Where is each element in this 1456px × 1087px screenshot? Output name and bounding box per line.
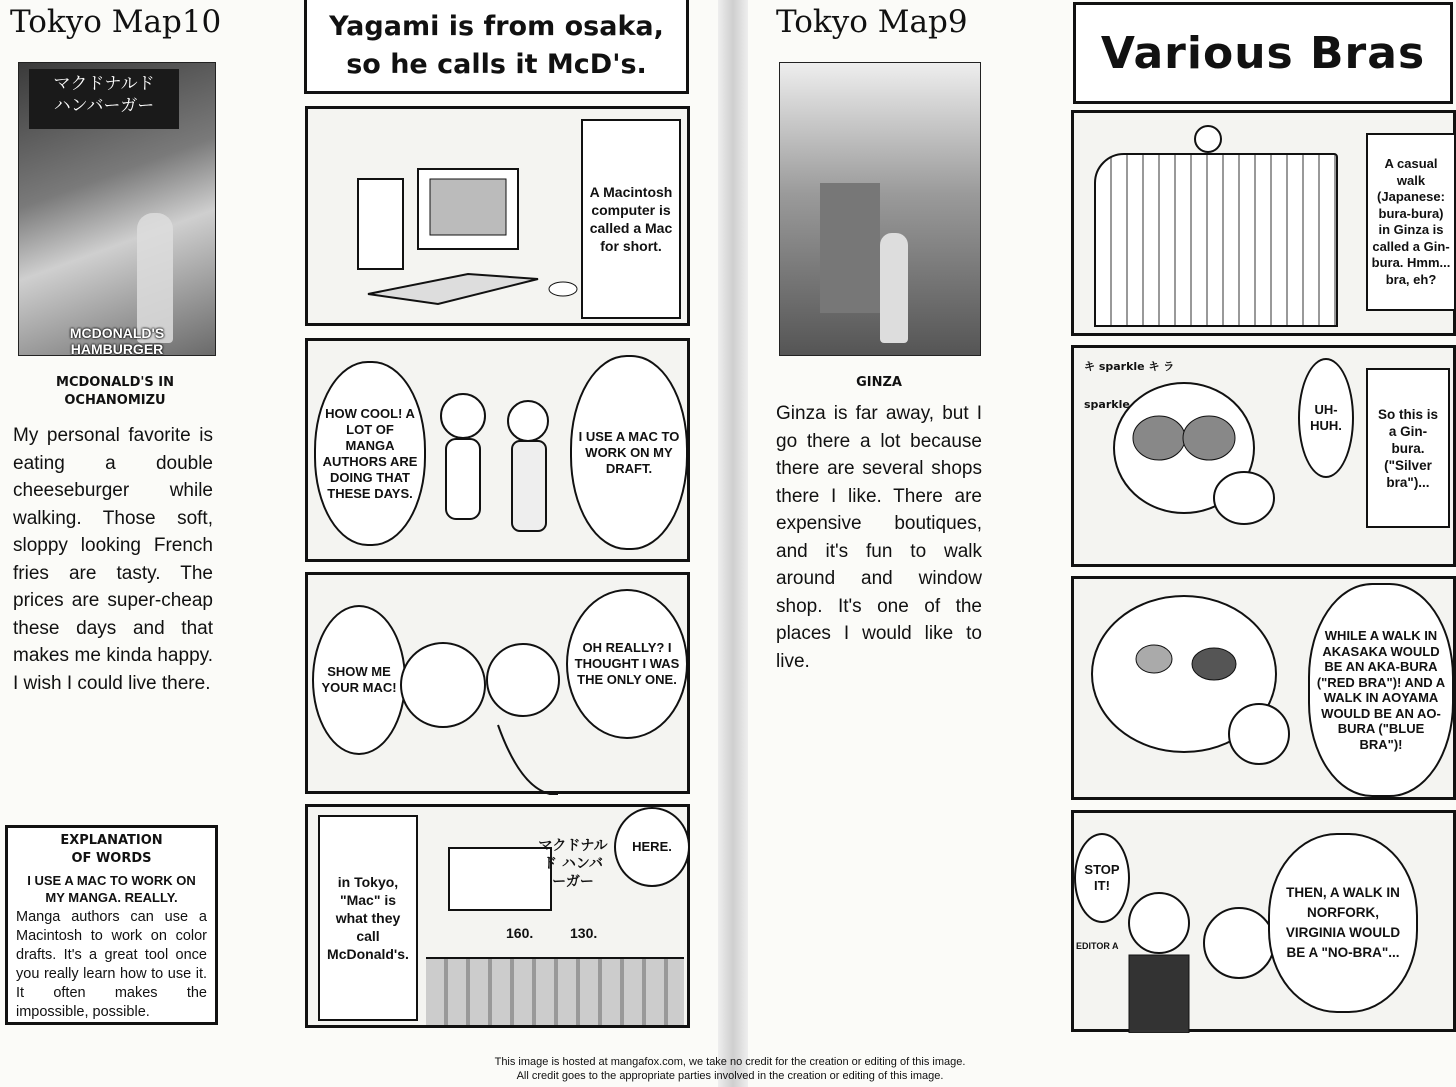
computer-illustration xyxy=(348,159,588,309)
comic2-panel2-box: So this is a Gin-bura. ("Silver bra")... xyxy=(1366,368,1450,528)
panel3-left-bubble: SHOW ME YOUR MAC! xyxy=(312,605,406,755)
footer-line2: All credit goes to the appropriate parties involved in the creation or editing of this image. xyxy=(516,1070,944,1082)
explanation-body: Manga authors can use a Macintosh to work on color drafts. It's a great tool once you really learn how to use it. It often makes the impossible, possible. xyxy=(16,909,207,1020)
right-body-text: Ginza is far away, but I go there a lot because there are several shops there I like. There are expensive boutiques, and it's fun to walk around and window shop. It's one of the places I would like to live. xyxy=(776,403,982,672)
map-title-left: Tokyo Map10 xyxy=(10,4,222,40)
editor-and-author-illustration xyxy=(1114,863,1284,1033)
photo-sign-line1: マクドナルド xyxy=(53,74,155,94)
price-tag-2: 130. xyxy=(570,925,598,941)
wako-building xyxy=(1094,153,1338,327)
comic1-panel2 xyxy=(305,338,690,562)
clock-icon xyxy=(1194,125,1222,153)
comic2-title-text: Various Bras xyxy=(1100,27,1426,79)
mcdonalds-photo xyxy=(18,62,216,356)
comic2-panel4-bubble: THEN, A WALK IN NORFORK, VIRGINIA WOULD BE A "NO-BRA"... xyxy=(1268,833,1418,1013)
comic1-panel4 xyxy=(305,804,690,1028)
footer-line1: This image is hosted at mangafox.com, we take no credit for the creation or editing of this image. xyxy=(494,1056,966,1068)
mcdonalds-sign-text: マクドナルド ハンバーガー xyxy=(538,838,608,890)
panel2-right-bubble: I USE A MAC TO WORK ON MY DRAFT. xyxy=(570,355,688,550)
explanation-subtitle: I USE A MAC TO WORK ON MY MANGA. REALLY. xyxy=(27,873,196,905)
two-characters xyxy=(428,381,568,551)
bra-models-illustration xyxy=(1084,589,1304,794)
editor-label: EDITOR A xyxy=(1076,941,1119,951)
page-spine xyxy=(718,0,748,1087)
sparkle-text-1: キ sparkle キ ラ xyxy=(1084,360,1175,373)
photo-person xyxy=(880,233,908,343)
photo-building xyxy=(820,183,880,313)
price-tag-1: 160. xyxy=(506,925,534,941)
panel4-caption-box: in Tokyo, "Mac" is what they call McDonald's. xyxy=(318,815,418,1021)
panel4-bubble-here: HERE. xyxy=(614,807,690,887)
sparkle-text-2: sparkle xyxy=(1084,398,1130,411)
two-characters-closeup xyxy=(398,595,568,795)
right-heading: GINZA xyxy=(856,375,902,390)
map-title-right: Tokyo Map9 xyxy=(776,4,968,40)
comic2-title xyxy=(1073,2,1453,104)
comic1-title xyxy=(304,0,689,94)
explanation-title: EXPLANATION OF WORDS xyxy=(60,833,163,866)
comic2-panel4-stop-bubble: STOP IT! xyxy=(1074,833,1130,923)
left-heading: MCDONALD'S IN OCHANOMIZU xyxy=(56,375,174,408)
comic1-panel1 xyxy=(305,106,690,326)
photo-sign-line2: ハンバーガー xyxy=(53,96,155,116)
comic2-panel3 xyxy=(1071,576,1456,800)
comic2-panel1 xyxy=(1071,110,1456,336)
explanation-box xyxy=(5,825,218,1025)
photo-person xyxy=(137,213,173,343)
comic1-panel3 xyxy=(305,572,690,794)
comic1-title-text: Yagami is from osaka, so he calls it McD's. xyxy=(329,10,664,80)
left-body-text: My personal favorite is eating a double cheeseburger while walking. Those soft, sloppy looking French fries are tasty. The prices are super-cheap these days and that makes me kinda happy. I wish I could live there. xyxy=(13,425,213,694)
comic2-panel2-bubble: UH-HUH. xyxy=(1298,358,1354,478)
photo-sign xyxy=(29,69,179,129)
panel1-caption-box: A Macintosh computer is called a Mac for short. xyxy=(581,119,681,319)
comic2-panel3-bubble: WHILE A WALK IN AKASAKA WOULD BE AN AKA-BURA ("RED BRA")! AND A WALK IN AOYAMA WOULD BE AN AO-BURA ("BLUE BRA")! xyxy=(1308,583,1454,797)
mcdonalds-sign xyxy=(448,847,552,911)
ginza-photo xyxy=(779,62,981,356)
comic2-panel2 xyxy=(1071,345,1456,567)
panel2-left-bubble: HOW COOL! A LOT OF MANGA AUTHORS ARE DOING THAT THESE DAYS. xyxy=(314,361,426,546)
panel3-right-bubble: OH REALLY? I THOUGHT I WAS THE ONLY ONE. xyxy=(566,589,688,739)
comic2-panel1-box: A casual walk (Japanese: bura-bura) in Ginza is called a Gin-bura. Hmm... bra, eh? xyxy=(1366,133,1456,311)
photo-caption: MCDONALD'S HAMBURGER xyxy=(69,325,165,357)
comic2-panel4 xyxy=(1071,810,1456,1032)
storefront xyxy=(426,957,684,1025)
bra-thought-illustration xyxy=(1104,368,1304,558)
